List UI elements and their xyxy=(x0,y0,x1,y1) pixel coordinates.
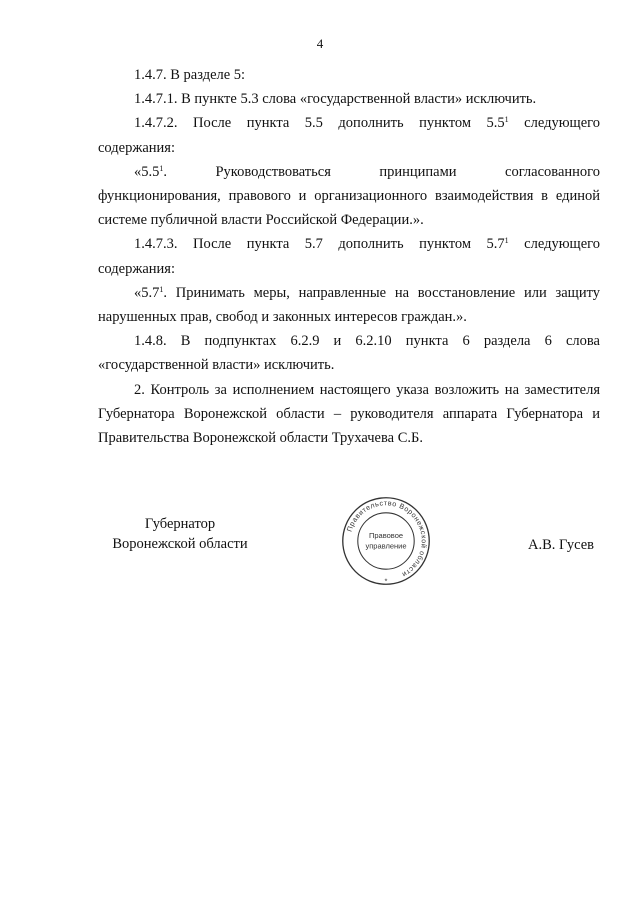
paragraph-1-4-7: 1.4.7. В разделе 5: xyxy=(134,67,246,83)
paragraph-1-4-7-1: 1.4.7.1. В пункте 5.3 слова «государственной власти» исключить. xyxy=(134,91,537,108)
paragraph-1-4-7-2-first-line xyxy=(98,111,600,135)
paragraph-1-4-7-3-continuation: содержания: xyxy=(98,260,176,277)
paragraph-quote-5-5-1-continuation: функционирования, правового и организационного взаимодействия в единой системе публичной власти Российской Федерации.». xyxy=(98,188,600,229)
paragraph-1-4-7-2-continuation: содержания: xyxy=(98,139,176,156)
paragraph-quote-5-5-1-first-line xyxy=(98,160,600,184)
stamp-inner-line-1: Правовое xyxy=(368,531,404,541)
paragraph-1-4-8: 1.4.8. В подпунктах 6.2.9 и 6.2.10 пункта 6 раздела 6 слова «государственной власти» исключить. xyxy=(98,333,600,374)
superscript: 1 xyxy=(504,115,509,125)
text-segment: «5.7 xyxy=(134,284,160,301)
signatory-title xyxy=(90,514,270,554)
signatory-name: А.В. Гусев xyxy=(528,537,594,553)
official-stamp xyxy=(339,494,433,588)
superscript: 1 xyxy=(504,236,509,246)
signatory-title-line-2: Воронежской области xyxy=(112,536,248,552)
text-segment: . Руководствоваться принципами согласованного xyxy=(163,163,600,180)
superscript: 1 xyxy=(159,163,164,173)
stamp-star: * xyxy=(384,576,388,586)
text-segment: «5.5 xyxy=(134,163,160,180)
signatory-title-line-1: Губернатор xyxy=(144,516,216,532)
page-number: 4 xyxy=(316,36,324,51)
paragraph-1-4-7-3-first-line xyxy=(98,232,600,256)
document-body xyxy=(98,63,600,450)
text-segment: 1.4.7.3. После пункта 5.7 дополнить пунктом 5.7 xyxy=(134,236,505,253)
text-segment: 1.4.7.2. После пункта 5.5 дополнить пунктом 5.5 xyxy=(134,115,505,132)
text-segment: следующего xyxy=(508,236,600,253)
text-segment: следующего xyxy=(508,115,600,132)
stamp-inner-line-2: управление xyxy=(365,541,407,551)
paragraph-2-control: 2. Контроль за исполнением настоящего указа возложить на заместителя Губернатора Воронежской области – руководителя аппарата Губернатора и Правительства Воронежской области Трухачева С.Б. xyxy=(98,381,600,447)
superscript: 1 xyxy=(159,284,164,294)
paragraph-quote-5-7-1 xyxy=(98,281,600,329)
text-segment: . Принимать меры, направленные на восстановление или защиту нарушенных прав, свобод и законных интересов граждан.». xyxy=(98,284,600,326)
stamp-outer-text-path: Правительство Воронежской области xyxy=(345,499,428,579)
